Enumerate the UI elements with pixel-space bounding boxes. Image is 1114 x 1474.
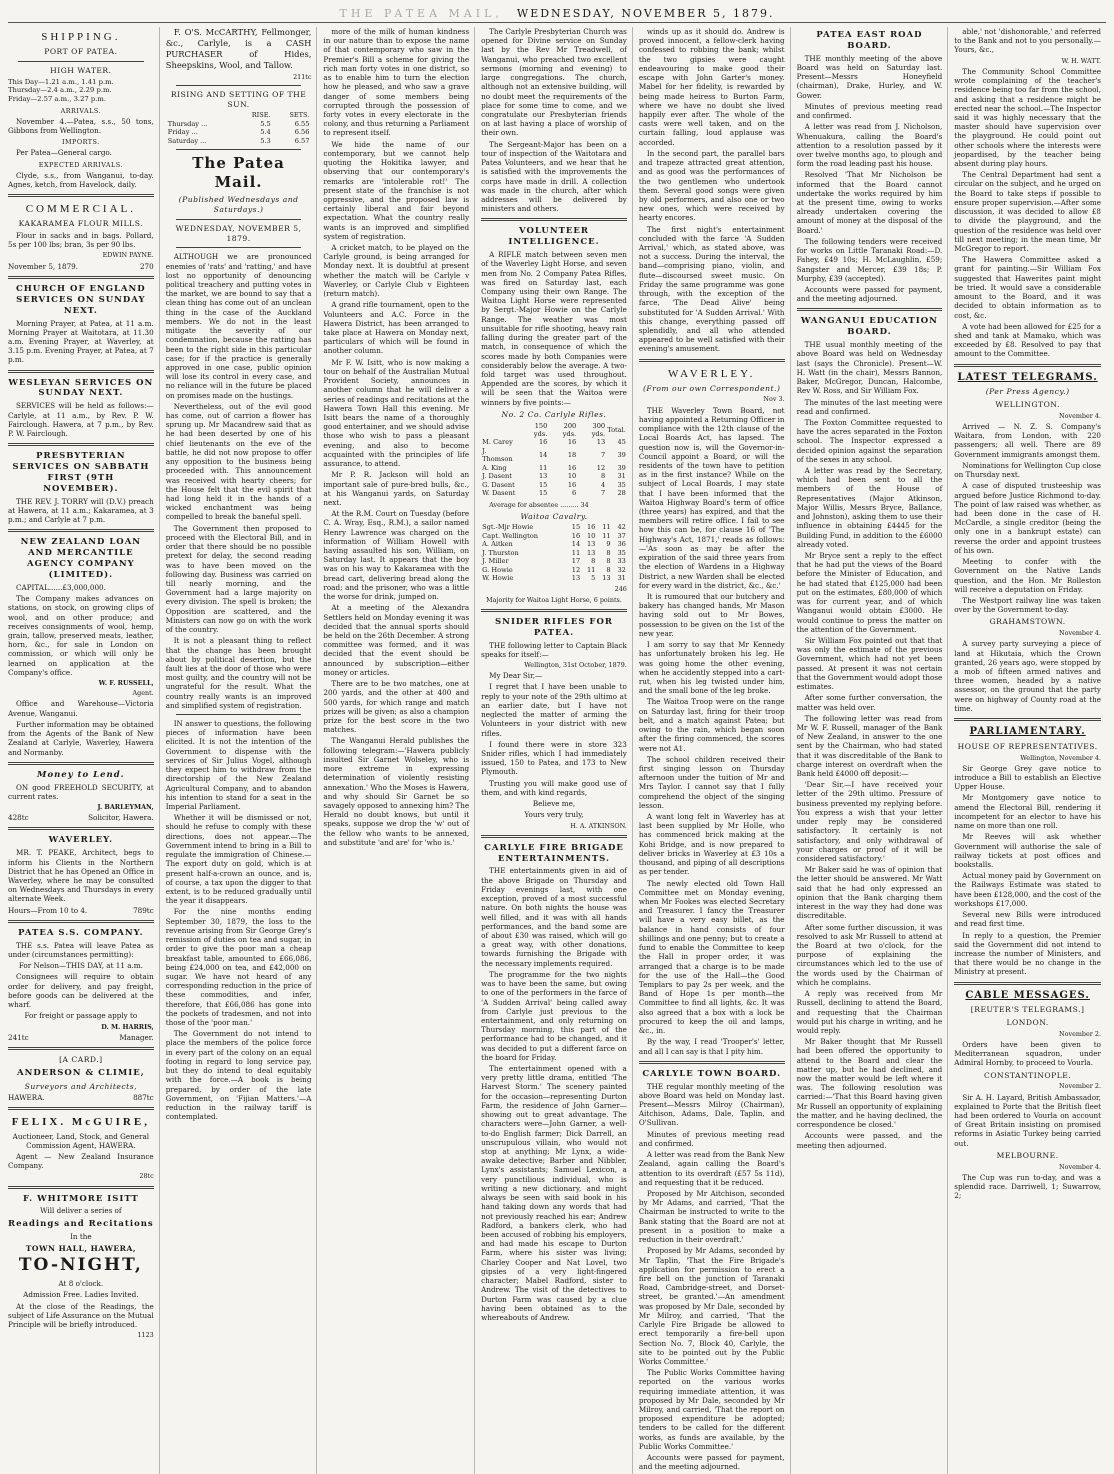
news-paragraph: The Community School Committee wrote complaining of the teacher's residence being too far from the school, and asking that a residence might be erected near the school.—The Inspector said it was highly necessary that the master should have supervision over the playground. He could point out other schools where the interests were jeopardised, by the teacher being absent during play hours. [954,66,1101,169]
waverley-paragraph: The newly elected old Town Hall Committee met on Monday evening, when Mr Fookes was elected Secretary and Treasurer. I fancy the Treasurer will have a very easy billet, as the balance in hand consists of four shillings and one penny; but to create a fund to enable the Committee to keep the Hall in proper order, it was arranged that a charge is to be made for the use of the Hall—the Good Templars to pay 2s per week, and the Band of Hope 1s per month—the Committee to find all lights, &c. It was also agreed that a box with a lock be procured to keep the oil and lamps, &c., in. [638,878,785,1036]
waverley-news-date: Nov 3. [763,395,785,404]
latest-telegrams-heading: LATEST TELEGRAMS. [957,371,1098,383]
score-row: Capt. Wellington 16 10 11 37 [482,531,626,540]
sun-table [166,111,312,145]
isitt-ref: 1123 [137,1331,154,1340]
barleyman-signature: J. BARLEYMAN, [97,803,154,812]
paper-date: WEDNESDAY, NOVEMBER 5, 1879. [175,223,302,243]
news-paragraph: winds up as it should do. Andrew is proved innocent, a fellow-clerk having confessed to robbing the bank; whilst the two gipsies were caught endeavouring to make good their escape with John Garter's money. Mabel for her fidelity, is rewarded by being made heiress to Burton Farm, where we have no doubt she lived happily ever after. The whole of the casts were well taken, and on the curtain falling, loud applause was accorded. [638,27,785,147]
constantinople-text: Sir A. H. Layard, British Ambassador, explained to Porte that the British fleet had been ordered to Vourla on account of Great Britain insisting on promised reforms in Asiatic Turkey being carried out. [954,1092,1101,1148]
peb-paragraph: A letter was read from J. Nicholson, Whenuakura, calling the Board's attention to a resolution passed by it over twelve months ago, to plough and form the road leading past his house. [796,122,943,169]
score-row: J. Dasent 13 10 8 31 [482,472,626,481]
column-2 [166,27,318,1474]
peake-ref: 789tc [133,905,154,915]
grahamstown-place: GRAHAMSTOWN. [989,617,1066,627]
web-paragraph: After some further conversation, the matter was held over. [796,693,943,712]
editorial-paragraph: Nevertheless, out of the evil good has come, out of carrion a flower has sprung up. Mr Macandrew said that as he had been deserted by one of his chief lieutenants on the eve of the battle, he did not now propose to offer any opposition to the business being proceeded with. This announcement was received with hearty cheers; for the House felt that the evil spirit that had long held it in the hands of a wicked enchantment was being compelled to break the baneful spell. [165,401,312,522]
harris-ref: 241tc [8,1032,29,1042]
london-text: Orders have been given to Mediterranean squadron, under Admiral Hornby, to proceed to Vourla. [954,1040,1101,1068]
isitt-tonight: TO-NIGHT, [18,1255,143,1276]
isitt-will: Will deliver a series of [40,1206,122,1216]
presbyterian-text: THE REV. J. TORRY will (D.V.) preach at Hawera, at 11 a.m.; Kakaramea, at 3 p.m.; and Carlyle at 7 p.m. [8,496,154,525]
shipping-heading: SHIPPING. [41,31,121,43]
sun-heading: RISING AND SETTING OF THE SUN. [170,89,307,109]
peb-paragraph: The following tenders were received for works on Little Taranaki Road:—D. Fahey, £49 10s; H. McLaughlin, £59; Sangster and Mercer, £39 18s; P. Murphy, £39 (accepted). [796,236,943,283]
tide-row: Thursday—2.4 a.m., 2.29 p.m. [8,86,112,95]
russell-office: Office and Warehouse—Victoria Avenue, Wanganui. [8,699,154,718]
paper-title: The Patea Mail. [192,154,285,192]
parliament-paragraph: Sir George Grey gave notice to introduce a Bill to establish an Elective Upper House. [954,763,1101,792]
constantinople-place: CONSTANTINOPLE. [984,1070,1072,1080]
patea-ss-nelson: For Nelson—THIS DAY, at 11 a.m. [18,961,143,971]
russell-more: Further information may be obtained from the Agents of the Bank of New Zealand at Carlyle, Waverley, Hawera and Normanby. [8,719,154,757]
masthead-date: WEDNESDAY, NOVEMBER 5, 1879. [516,6,775,20]
sun-head-row [166,111,312,119]
isitt-close: At the close of the Readings, the subject of Life Assurance on the Mutual Principle will be briefly introduced. [8,1301,154,1330]
ctb-paragraph: Minutes of previous meeting read and confirmed. [638,1129,785,1148]
editorial-paragraph: The Government then proposed to proceed with the Electoral Bill, and in order that there should be no possible pretext for delay, the second reading was to have been moved on the following day. Business was carried on till nearly morning, and the Government had a large majority on every division. The spell is broken; the Opposition are scattered, and the Ministers can now go on with the work of the country. [165,523,312,635]
isitt-readings: Readings and Recitations [8,1218,154,1229]
isitt-in: In the [70,1231,92,1241]
tide-row: Friday—2.57 a.m., 3.27 p.m. [8,94,107,103]
melbourne-place: MELBOURNE. [996,1150,1059,1160]
score-row: Sgt.-Mjr Howie 15 16 11 42 [482,523,626,532]
team2-score-table [481,523,627,582]
brigade-paragraph: THE entertainments given in aid of the above Brigade on Thursday and Friday evenings last, with one exception, proved of a most successful nature. On both nights the house was well filled, and it was with all hands performances, and the band some are of about £30 was raised, which will go a great way, with other donations, towards furnishing the Brigade with the necessary implements required. [481,866,627,968]
grahamstown-text: A survey party surveying a piece of land at Hikutaia, which the Crown granted, 26 years ago, were stopped by a mob of fifteen armed natives and three women, headed by a native assessor, on the ground that the party were on highway of County road at the time. [954,639,1101,713]
ctb-paragraph: Proposed by Mr Adams, seconded by Mr Taplin, 'That the Fire Brigade's application for permission to erect a fire bell on the junction of Taranaki Road, Cambridge-street, and Dorset-street, be granted.'—An amendment was proposed by Mr Dale, seconded by Mr Milroy, and carried, 'That the Carlyle Fire Brigade be allowed to erect temporarily a fire-bell upon Section No. 7, Block 40, Carlyle, the site to be pointed out by the Public Works Committee.' [638,1246,785,1366]
news-paragraph: Mr P. R. Jackson will hold an important sale of pure-bred bulls, &c., at his Wanganui yards, on Saturday next. [323,470,470,507]
snider-line: Yours very truly, [524,810,584,820]
mcguire-sub: Auctioneer, Land, Stock, and General Commission Agent, HAWERA. [12,1131,150,1150]
peb-paragraph: Resolved 'That Mr Nicholson be informed that the Board cannot undertake the works required by him at the present time, owing to works already undertaken covering the amount of money at the disposal of the Board.' [796,170,943,235]
money-heading: Money to Lend. [37,769,125,780]
news-paragraph: In the second part, the parallel bars and trapeze attracted great attention, and as good was the performances of the two gentlemen who undertook them. Several good songs were given by old performers, and also one or two new ones, which were received by hearty encores. [638,148,785,223]
web-paragraph: Sir William Fox pointed out that that was only the estimate of the previous Government, which had not yet been passed. At present it was not certain that the Government would adopt those estimates. [796,635,943,692]
isitt-hall: TOWN HALL, HAWERA, [25,1243,136,1253]
web-paragraph: A letter was read by the Secretary, which had been sent to all the members of the House of Representatives (Major Atkinson, Major Willis, Messrs Bryce, Ballance, and Johnston), asking them to use their influence in obtaining £4445 for the Building Fund, in addition to the £6000 already voted. [796,466,943,549]
sun-row: Thursday ... 5.5 6.55 [167,119,310,128]
brigade-heading: CARLYLE FIRE BRIGADE ENTERTAINMENTS. [484,842,624,864]
news-paragraph: At the R.M. Court on Tuesday (before C. A. Wray, Esq., R.M.), a sailor named Henry Lawrence was charged on the information of William Howell with having assaulted his son, William, on Saturday last. It appears that the boy was on his way to Kakaramea with the bread cart, delivering bread along the road; and the prisoner, who was a little the worse for drink, jumped on. [323,509,470,602]
column-7 [954,27,1106,1474]
harris-footer [8,1033,154,1042]
sun-row: Saturday ... 5.3 6.57 [167,136,310,145]
patea-ss-consign: Consignees will require to obtain order for delivery, and pay freight, before goods can be delivered at the wharf. [8,972,154,1010]
team1-score-table [481,422,627,498]
masthead-faded-title: THE PATEA MAIL, [339,6,503,20]
news-paragraph: A cricket match, to be played on the Carlyle ground, is being arranged for Monday next. It is doubtful at present whether the match will be Carlyle v Waverley, or Carlyle Club v Eighteen (return match). [323,243,470,299]
nz-loan-capital: CAPITAL......£3,000,000. [16,582,106,592]
snider-line: I regret that I have been unable to reply to your note of the 29th ultimo at an earlier date, but I have not neglected the matter of arming the Volunteers in your district with new rifles. [481,682,627,738]
team2-total: 246 [614,585,627,594]
news-paragraph: The Wanganui Herald publishes the following telegram:—'Hawera publicly insulted Sir Garnet Wolseley, who is more extreme in expressing determination of violently resisting annexation.' Who the Moses is Hawera, and why should Sir Garnet be so savagely opposed to annexing him? The Herald no doubt knows, but until it speaks, suppose we drop the 'w' out of the fellow who wants to be annexed, and substitute 'and are' for 'who is.' [323,736,470,847]
isitt-heading: F. WHITMORE ISITT [22,1193,139,1204]
parliament-place: Wellington, November 4. [1020,753,1101,762]
port-heading: PORT OF PATEA. [44,47,118,57]
web-paragraph: 'Dear Sir,—I have received your letter of the 29th ultimo. Pressure of business prevented my replying before. You express a wish that your letter under reply may be considered satisfactory. It certainly is not satisfactory, and only withdrawal of your charges or proof of it will be considered satisfactory.' [796,780,943,863]
peb-paragraph: Accounts were passed for payment, and the meeting adjourned. [796,285,943,304]
score-row: W. Dasent 15 6 7 28 [482,489,626,498]
snider-line: Believe me, [532,799,576,809]
snider-line: My Dear Sir,— [489,671,543,681]
anderson-heading: ANDERSON & CLIMIE, [16,1067,145,1078]
web-paragraph: The minutes of the last meeting were read and confirmed. [796,397,943,416]
news-paragraph: The Carlyle Presbyterian Church was opened for Divine service on Sunday last by the Rev Mr Treadwell, of Wanganui, who preached two excellent sermons (morning and evening) to large congregations. The church, although not an extensive building, will no doubt meet the requirements of the place for some time to come, and we congratulate our Presbyterian friends on at last having a place of worship of their own. [481,27,627,138]
web-paragraph: Mr Bryce sent a reply to the effect that he had put the views of the Board before the Minister of Education, and he had stated that £125,000 had been put on the estimates, £80,000 of which was for current year, and of which Wanganui would obtain £3000. He would continue to press the matter on the attention of the Government. [796,551,943,634]
patea-east-road-board-heading: PATEA EAST ROAD BOARD. [816,30,923,51]
wesleyan-heading: WESLEYAN SERVICES ON SUNDAY NEXT. [8,377,154,399]
brigade-paragraph: The entertainment opened with a very pretty little drama, entitled 'The Harvest Storm.' The scenery painted for the occasion—representing Durton Farm, the residence of John Garner—showing out to great advantage. The characters were—John Garner, a well-to-do English farmer; Dick Darrell, an unscrupulous villain, who would not stop at anything; Mr Lynx, a wide-awake detective; Barber and Nibbler, Lynx's assistants; Samuel Lexicon, a very punctilious individual, who is writing a new dictionary, and might always be seen with said book in his hand taking down any words that had not previously reached his ear; Andrew Radford, a bankers clerk, who had been accused of robbing his employers, and had made his escape to Durton Farm, where his sister was living; Charley Cooper and Nat Lovel, two gipsies of a very light-fingered character; Mabel Radford, sister to Andrew. The visit of the detectives to Durton Farm was caused by a clue having been obtained as to the whereabouts of Andrew. [481,1064,627,1322]
news-paragraph: The Central Department had sent a circular on the subject, and he urged on the Board to take steps if possible to ensure proper supervision.—After some discussion, it was decided to allow £8 to divide the playground, and the question of the residence was held over till next meeting; in the mean time, Mr McGregor to report. [954,170,1101,253]
news-paragraph: able,' not 'dishonorable,' and referred to the Bank and not to you personally.—Yours, &c., [954,27,1101,55]
score-row: A. King 11 16 12 39 [482,463,626,472]
column-5 [639,27,791,1474]
presbyterian-heading: PRESBYTERIAN SERVICES ON SABBATH FIRST (9TH NOVEMBER). [12,451,150,494]
telegrams-sub: (Per Press Agency.) [985,387,1070,397]
sun-rise-header: RISE. [251,111,271,120]
reply-paragraph: Whether it will be dismissed or not, should he refuse to comply with these directions, does not appear.—The Government intend to bring in a Bill to regulate the immigration of Chinese.—The export duty on gold, which is at present half-a-crown an ounce, and is, of course, a tax upon the digger to that extent, is to be reduced gradually until the year it disappears. [165,813,312,906]
tide-row: This Day—1.21 a.m., 1.41 p.m. [8,77,114,86]
telegram-paragraph: A case of disputed trusteeship was argued before Justice Richmond to-day. The point of law raised was whether, as had been done in the case of H. McCardle, a single creditor (being the only one in a bankrupt estate) can reverse the order and appoint trustees of his own. [954,481,1101,555]
mcguire-ref: 28tc [139,1172,154,1181]
telegram-paragraph: Arrived — N. Z. S. Company's Waitara, from London, with 220 passengers; all well. There are 89 Government immigrants amongst them. [954,422,1101,459]
harris-title: Manager. [119,1032,154,1042]
ctb-paragraph: A letter was read from the Bank New Zealand, again calling the Board's attention to its overdraft (£57 5s 11d), and requesting that it be reduced. [638,1150,785,1187]
melbourne-text: The Cup was run to-day, and was a splendid race. Darriwell, 1; Suwarrow, 2; [954,1172,1101,1201]
tide-list [8,78,154,104]
payne-footer [8,262,154,271]
snider-heading: SNIDER RIFLES FOR PATEA. [495,616,613,638]
news-paragraph: Mr F. W. Isitt, who is now making a tour on behalf of the Australian Mutual Provident Society, announces in another column that he will deliver a series of readings and recitations at the Hawera Town Hall this evening. Mr Isitt bears the name of a thoroughly good entertainer, and we should advise those who wish to pass a pleasant evening, and also to become acquainted with the principles of life assurance, to attend. [323,357,470,469]
news-paragraph: The first night's entertainment concluded with the farce 'A Sudden Arrival,' which, as stated above, was not a success. During the interval, the band—comprising piano, violin, and flute—discoursed sweet music. On Friday the same programme was gone through, with the exception of the farce, 'The Dead Alive' being substituted for 'A Sudden Arrival.' With this change, everything passed off splendidly, and all who attended appeared to be well satisfied with their evening's amusement. [638,224,785,354]
anderson-sub: Surveyors and Architects, [24,1081,138,1091]
melbourne-date: November 4. [1059,1162,1101,1171]
nz-loan-text: The Company makes advances on stations, on stock, on growing clips of wool, and on other produce; and receives consignments of wool, hemp, grain, tallow, preserved meats, leather, horn, &c., for sale in London on commission, or which will only be learned on application at the Company's office. [8,594,154,677]
house-heading: HOUSE OF REPRESENTATIVES. [957,741,1098,751]
parliament-paragraph: Mr Montgomery gave notice to amend the Electoral Bill, rendering it incompetent for an elector to have his name on more than one roll. [954,793,1101,831]
grahamstown-date: November 4. [1059,629,1101,638]
parliament-paragraph: Actual money paid by Government on the Railways Estimate was stated to have been £128,000, and the cost of the workshops £17,000. [954,871,1101,908]
news-paragraph: A vote had been allowed for £25 for a shed and tank at Mamaku, which was exceeded by £8. Resolved to pay that amount to the Committee. [954,321,1101,359]
editorial-paragraph: It is not a pleasant thing to reflect that the change has been brought about by political desertion, but the fault lies at the door of those who were most guilty, and the country will not be ungrateful for the result. What the country really wants is an improved and simplified system of registration. [165,636,312,710]
nz-loan-heading: NEW ZEALAND LOAN AND MERCANTILE AGENCY COMPANY (LIMITED). [20,537,142,580]
web-paragraph: Mr Baker thought that Mr Russell had been offered the opportunity to attend to the Board and clear the matter up, but he had declined, and now the matter would be left where it was. The following resolution was carried:—'That this Board having given Mr Russell an opportunity of explaining the matter, and he having declined, the correspondence be closed.' [796,1037,943,1130]
mccarthy-ad: F. O'S. McCARTHY, Fellmonger, &c., Carlyle, is a CASH PURCHASER of Hides, Sheepskins, Wool, and Tallow. [165,27,312,70]
card-label: [A CARD.] [59,1054,103,1064]
score-row: G. Dasent 15 16 4 35 [482,480,626,489]
telegram-paragraph: Meeting to confer with the Government on the Native Lands question, and the Hon. Mr Rolleston will receive a deputation on Friday. [954,557,1101,594]
barleyman-title: Solicitor, Hawera. [88,813,154,823]
reply-paragraph: For the nine months ending September 30, 1879, the loss to the revenue arising from Sir George Grey's remission of duties on tea and sugar, in order to give the poor man a cheap breakfast table, amounted to £66,086, being £24,000 on tea, and £42,000 on sugar. We have not heard of any corresponding reduction in the price of these commodities, and infer, therefore, that £66,086 has gone into the pockets of tradesmen, and not into those of the 'poor man.' [165,907,312,1028]
london-place: LONDON. [1006,1018,1049,1028]
waverley-paragraph: The school children received their first singing lesson on Thursday afternoon under the tuition of Mr and Mrs Taylor. I cannot say that I fully comprehend the object of the singing lesson. [638,754,785,810]
column-3 [323,27,475,1474]
mcguire-agent: Agent — New Zealand Insurance Company. [8,1151,154,1171]
columns [8,27,1106,1472]
patea-ss-text: THE s.s. Patea will leave Patea as under (circumstances permitting): [8,940,154,959]
anderson-footer [8,1093,154,1102]
parliament-paragraph: Mr Reeves will ask whether Government will authorise the sale of railway tickets at post offices and bookstalls. [954,832,1101,869]
arrivals-text: November 4.—Patea, s.s., 50 tons, Gibbons from Wellington. [8,116,154,135]
waverley-paragraph: I am sorry to say that Mr Kennedy has unfortunately broken his leg. He was going home the other evening, when he accidently stepped into a cart-rut, when his leg twisted under him, and the small bone of the leg broke. [638,640,785,696]
score-row: J. Thurston 11 13 8 35 [482,548,626,557]
arrivals-heading: ARRIVALS. [60,106,102,115]
news-paragraph: At a meeting of the Alexandra Settlers held on Monday evening it was decided that the annual sports should be held on the 26th December. A strong committee was formed, and it was decided that the event should be announced by subscription—either money or articles. [323,603,470,677]
news-paragraph: A grand rifle tournament, open to the Volunteers and A.C. Force in the Hawera District, has been arranged to take place at Hawera on Monday next, particulars of which will be found in another column. [323,300,470,356]
team-majority: Majority for Waitoa Light Horse, 6 points. [486,595,622,604]
peb-paragraph: Minutes of previous meeting read and confirmed. [796,101,943,121]
volunteer-heading: VOLUNTEER INTELLIGENCE. [508,226,600,248]
ctb-paragraph: Accounts were passed for payment, and the meeting adjourned. [638,1453,785,1472]
watt-signature: W. H. WATT. [1061,56,1101,65]
barleyman-footer [8,813,154,822]
snider-line: I found there were in store 323 Snider rifles, which I had immediately issued, 150 to Patea, and 173 to New Plymouth. [481,739,627,777]
brigade-paragraph: The programme for the two nights was to have been the same, but owing to one of the performers in the farce of 'A Sudden Arrival' being called away from Carlyle just previous to the entertainment, and only returning on Thursday morning, this part of the performance had to be changed, and it was decided to put a different farce on the board for Friday. [481,969,627,1062]
masthead [8,6,1106,23]
score-head-row: 150 yds. 200 yds. 300 yds. Total. [533,421,626,438]
score-row: W. Howie 13 5 13 31 [482,574,626,583]
barleyman-ref: 428tc [8,813,29,823]
telegrams-place: WELLINGTON. [995,400,1060,410]
peake-hours: Hours—From 10 to 4. [8,905,88,915]
anderson-ref: 887tc [133,1093,154,1103]
web-paragraph: The following letter was read from Mr W. F. Russell, manager of the Bank of New Zealand, in answer to the one sent by the Chairman, who had stated that it was discreditable of the Bank to charge interest on overdraft when the Bank held £4000 off deposit:— [796,713,943,779]
web-paragraph: Accounts were passed, and the meeting then adjourned. [796,1131,943,1150]
news-paragraph: The Hawera Committee asked a grant for painting.—Sir William Fox suggested that Hawerites paint might be tried. It would save a considerable amount to the Board, and it was decided to obtain information as to cost, &c. [954,255,1101,320]
news-paragraph: more of the milk of human kindness in our nature than to expose the name of that contemporary who saw in the Premier's Bill a scheme for giving the rich man forty votes in one district, so as to enable him to turn the election how he pleased, and who saw a grave danger of some members being corrupted through the possession of forty votes in every electorate in the colony, and thus returning a Parliament to represent itself. [323,27,470,138]
commercial-heading: COMMERCIAL. [25,203,136,216]
mccarthy-ref: 211tc [293,72,312,81]
ctb-paragraph: Proposed by Mr Aitchison, seconded by Mr Adams, and carried, 'That the Chairman be instructed to write to the Bank stating that the Board are not at present in a position to make a reduction in their overdraft.' [638,1189,785,1245]
score-row: J. Miller 17 8 8 33 [482,557,626,566]
column-4 [481,27,633,1474]
paper-subtitle: (Published Wednesdays and Saturdays.) [178,195,299,215]
mcguire-heading: FELIX. McGUIRE, [11,1116,150,1129]
payne-ref: 270 [139,261,154,271]
flour-mills-heading: KAKARAMEA FLOUR MILLS. [18,219,144,229]
expected-heading: EXPECTED ARRIVALS. [38,160,123,169]
payne-date: November 5, 1879. [8,261,79,271]
parliament-paragraph: In reply to a question, the Premier said the Government did not intend to increase the number of Ministers, and that there would be no change in the Ministry at present. [954,930,1101,977]
payne-signature: EDWIN PAYNE. [102,251,154,260]
patea-ss-heading: PATEA S.S. COMPANY. [18,927,144,938]
ctb-paragraph: THE regular monthly meeting of the above Board was held on Monday last. Present—Messrs Milroy (Chairman), Aitchison, Adams, Dale, Taplin, and O'Sullivan. [638,1081,785,1128]
imports-heading: IMPORTS. [61,138,100,147]
news-paragraph: The Sergeant-Major has been on a tour of inspection of the Waitotara and Patea Volunteers, and we hear that he is satisfied with the improvements the corps have made in drill. A collection was made in the church, after which addresses will be delivered by ministers and others. [481,139,627,214]
web-paragraph: A reply was received from Mr Russell, declining to attend the Board, and requesting that the Chairman would put his charge in writing, and he would reply. [796,989,943,1035]
peake-footer [8,906,154,915]
russell-signature: W. F. RUSSELL, [98,679,154,688]
snider-line: Trusting you will make good use of them, and with kind regards, [481,778,627,797]
score-row: M. Carey 16 16 13 45 [482,438,626,447]
waverley-paragraph: The Waitoa Troop were on the range on Saturday last, firing for their troop belt, and a match against Patea; but owing to the rain, which began soon after the firing commenced, the scores were not A1. [638,697,785,753]
snider-line: Wellington, 31st October, 1879. [524,661,627,670]
flour-text: Flour in sacks and in bags. Pollard, 5s per 100 lbs; bran, 3s per 90 lbs. [8,231,154,250]
team2-heading: Waitoa Cavalry. [520,511,588,521]
reply-paragraph: IN answer to questions, the following pieces of information have been elicited. It is not the intention of the Government to dispense with the services of Sir Julius Vogel, although they expect him to withdraw from the directorship of the New Zealand Agricultural Company, and to abandon his intention to stand for a seat in the Imperial Parliament. [165,719,312,811]
sun-row: Friday ... 5.4 6.56 [167,128,310,137]
money-text: ON good FREEHOLD SECURITY, at current rates. [8,782,154,801]
education-board-heading: WANGANUI EDUCATION BOARD. [800,316,938,338]
church-heading: CHURCH OF ENGLAND SERVICES ON SUNDAY NEXT. [16,283,146,316]
volunteer-text: A RIFLE match between seven men of the Waverley Light Horse, and seven men from No. 2 Company Patea Rifles, was fired on Saturday last, each Company using their own Range. The Waitoa Light Horse were represented by Sergt.-Major Howie on the Carlyle Range. The weather was most unsuitable for rifle shooting, heavy rain falling during the greater part of the match, in consequence of which the scores made by both Companies were considerably below the average. A two-fold target was used throughout. Appended are the scores, by which it will be seen that the Waitoa were winners by five points:— [481,250,627,407]
waverley-news-heading: WAVERLEY. [668,367,756,380]
waverley-heading: WAVERLEY. [48,835,114,846]
cable-messages-heading: CABLE MESSAGES. [965,989,1090,1001]
church-text: Morning Prayer, at Patea, at 11 a.m. Morning Prayer at Waitotara, at 11.30 a.m. Evening Prayer, at Waverley, at 3.15 p.m. Evening Prayer, at Patea, at 7 p.m. [8,318,154,365]
isitt-time: At 8 o'clock. [58,1279,104,1289]
waverley-news-sub: (From our own Correspondent.) [642,383,781,393]
peb-paragraph: THE monthly meeting of the above Board was held on Saturday last. Present—Messrs Honeyfield (chairman), Drake, Hurley, and W. Gower. [796,53,943,100]
waverley-paragraph: A want long felt in Waverley has at last been supplied by Mr Holle, who has commenced brick making at the Kohi Bridge, and is now prepared to deliver bricks in Waverley at £3 10s a thousand, and piping of all descriptions as per tender. [638,812,785,877]
news-paragraph: We hide the name of our contemporary, but we cannot help quoting the Hokitika lawyer, and observing that our contemporary's remarks are 'intolerable rot!' The present state of the franchise is not oppressive, and the proposed law is certainly liberal and fair beyond expectation. What the country really wants is an improved and simplified system of registration. [323,139,470,241]
web-paragraph: Mr Baker said he was of opinion that the letter should be answered. Mr Watt said that he had only expressed an opinion that the Bank charging them interest in the way they had done was discreditable. [796,865,943,921]
parliament-paragraph: Several new Bills were introduced and read first time. [954,910,1101,929]
editorial-paragraph: ALTHOUGH we are pronounced enemies of 'rats' and 'ratting,' and have lost no opportunity of denouncing political treachery and putting votes in the market, we are bound to say that a clean thing has come out of an unclean thing in the case of the Auckland members. We do not in the least mitigate the severity of our condemnation, because the ratting has been to the right side in this particular case; for if the practice is generally approved in one case, public opinion will lose its control in every case, and no reliance will in the future be placed on promises made on the hustings. [165,252,312,400]
telegrams-date: November 4. [1059,411,1101,420]
parliamentary-heading: PARLIAMENTARY. [969,726,1086,738]
patea-ss-apply: For freight or passage apply to [24,1011,138,1021]
constantinople-date: November 2. [1059,1082,1101,1091]
web-paragraph: After some further discussion, it was resolved to ask Mr Russell to attend at the Board at two o'clock, for the purpose of explaining the circumstances which led to the use of the words used by the Chairman of which he complains. [796,922,943,987]
team1-average: Average for absentee ......... 34 [489,500,589,509]
ctb-paragraph: The Public Works Committee having reported on the various works requiring immediate attention, it was proposed by Mr Dale, seconded by Mr Milroy, and carried, 'That the report on proposed expenditure be adopted; tenders to be called for the different works, as funds are available, by the Public Works Committee.' [638,1368,785,1451]
wesleyan-text: SERVICES will be held as follows:— Carlyle, at 11 a.m., by Rev. P. W. Fairclough. Hawera, at 7 p.m., by Rev. P. W. Fairclough. [8,401,154,438]
isitt-admission: Admission Free. Ladies Invited. [23,1290,139,1300]
anderson-place: HAWERA. [8,1093,45,1103]
web-paragraph: The Foxton Committee requested to have the acres separated in the Foxton school. The Inspector expressed a decided opinion against the separation of the sexes in any school. [796,417,943,464]
reply-paragraph: The Government do not intend to place the members of the police force in every part of the colony on an equal footing in regard to long service pay, but they do intend to deal equitably with the force.—A book is being prepared, by order of the late Government, on 'Fijian Matters.'—A reduction in the railway tariff is contemplated. [165,1029,312,1122]
imports-text: Per Patea—General cargo. [16,148,112,158]
sun-sets-header: SETS. [289,111,310,120]
peake-text: MR. T. PEAKE, Architect, begs to inform his Clients in the Northern District that he has Opened an Office in Waverley, where he may be consulted on Wednesdays and Thursdays in every alternate Week. [8,848,154,904]
team1-heading: No. 2 Co. Carlyle Rifles. [501,409,607,419]
snider-signature: H. A. ATKINSON. [570,821,627,830]
cable-sub: [REUTER'S TELEGRAMS.] [970,1005,1085,1015]
snider-line: THE following letter to Captain Black speaks for itself:— [481,640,627,659]
waverley-paragraph: By the way, I read 'Trooper's' letter, and all I can say is that I pity him. [638,1037,785,1056]
waverley-paragraph: It is rumoured that our butchery and bakery has changed hands, Mr Mason having sold out to Mr Bowes, possession to be given on the 1st of the new year. [638,592,785,638]
russell-agent: Agent. [132,689,154,698]
telegram-paragraph: The Westport railway line was taken over by the Government to-day. [954,595,1101,615]
score-row: J. Thomson 14 18 7 39 [482,446,626,464]
score-row: A. Aitken 14 13 9 36 [482,540,626,549]
column-6 [797,27,949,1474]
score-row: G. Howie 12 11 8 32 [482,565,626,574]
london-date: November 2. [1059,1029,1101,1038]
waverley-paragraph: THE Waverley Town Board, not having appointed a Returning Officer in compliance with the 12th clause of the Local Boards Act, has lapsed. The question now is, will the Governor-in-Council appoint a Board, or will the residents of the town have to petition as in the first instance? While on the subject of Local Boards, I may state that I have been informed that the Waitoa Highway Board's term of office (three years) has expired, and that the members will retire office. I fail to see how this can be, for clause 16 of 'The Highway's Act, 1871,' reads as follows:—'As soon as may be after the expiration of the said three years from the election of Wardens in a Highway District, a new Warden shall be elected for every ward in the district, &c., &c.' [638,405,785,590]
news-paragraph: There are to be two matches, one at 200 yards, and the other at 400 and 500 yards, for which range and match prizes will be given; as also a champion prize for the best score in the two matches. [323,679,470,735]
web-paragraph: THE usual monthly meeting of the above Board was held on Wednesday last (says the Chronicle). Present—W. H. Watt (in the chair), Messrs Bannon, Baker, McGregor, Duncan, Halcombe, Rev W. Ross, and Sir William Fox. [796,340,943,396]
harris-signature: D. M. HARRIS, [101,1022,154,1031]
column-1 [8,27,160,1474]
expected-text: Clyde, s.s., from Wanganui, to-day. Agnes, ketch, from Havelock, daily. [8,170,154,190]
telegram-paragraph: Nominations for Wellington Cup close on Thursday next. [954,460,1101,480]
carlyle-town-board-heading: CARLYLE TOWN BOARD. [642,1068,782,1079]
high-water-heading: HIGH WATER. [50,65,112,75]
